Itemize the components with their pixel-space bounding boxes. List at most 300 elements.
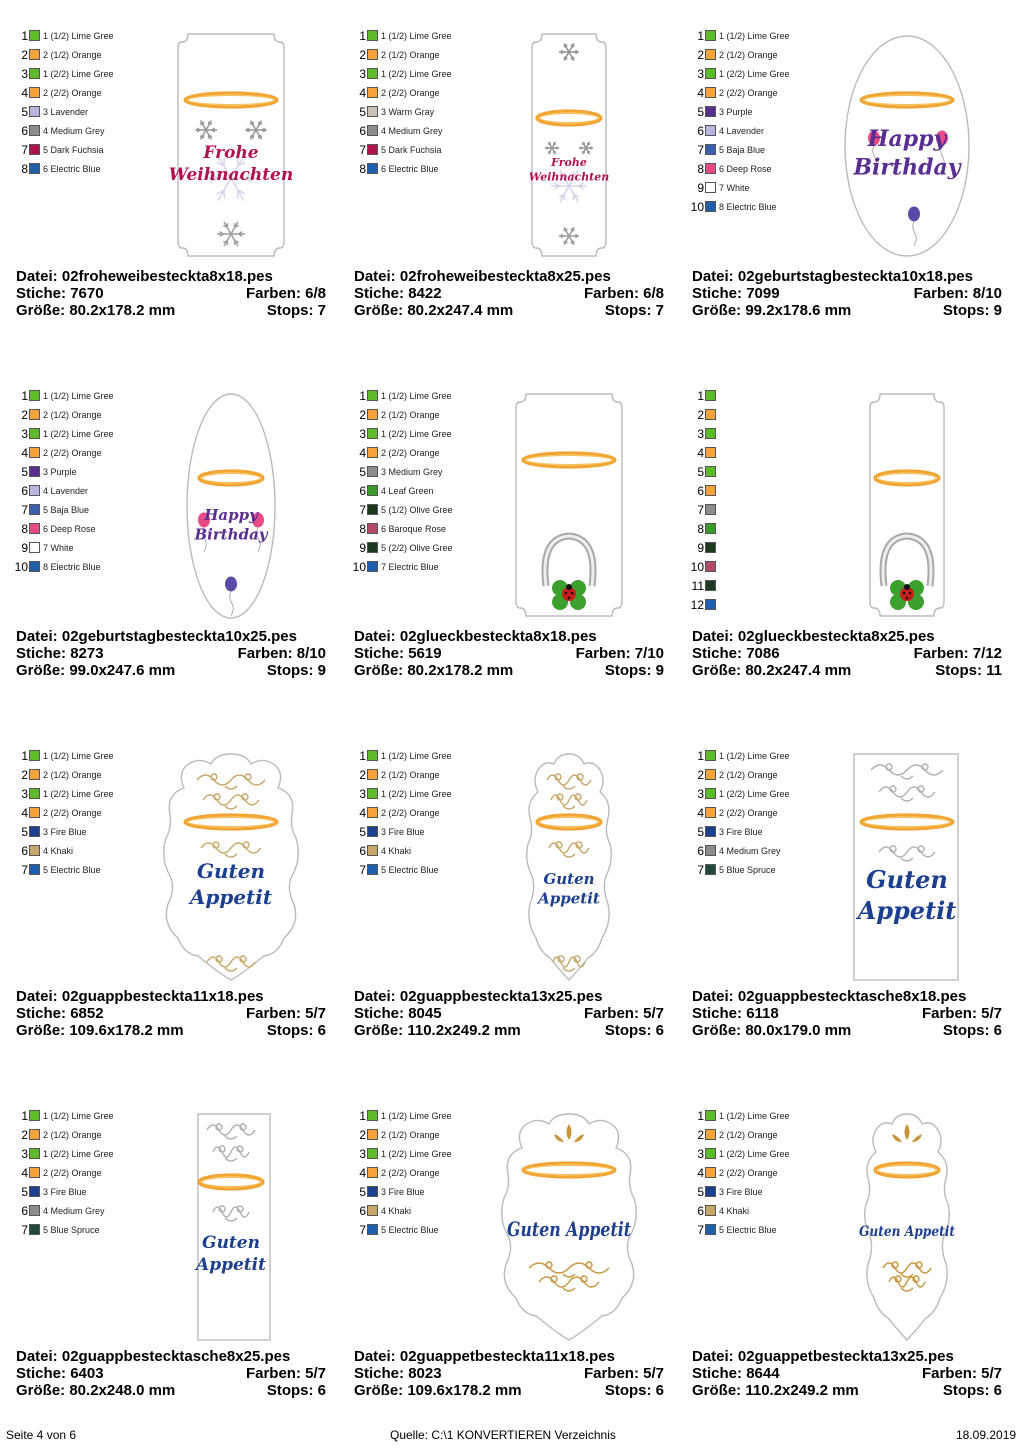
color-name: 5 Electric Blue bbox=[719, 1224, 777, 1235]
color-row bbox=[690, 822, 820, 841]
color-number: 1 bbox=[359, 388, 366, 403]
file-row bbox=[354, 628, 664, 645]
print-date: 18.09.2019 bbox=[956, 1428, 1017, 1442]
stops-label: Stops: bbox=[266, 1022, 314, 1039]
color-swatch bbox=[29, 1148, 40, 1159]
color-swatch bbox=[705, 49, 716, 60]
color-swatch bbox=[367, 1186, 378, 1197]
design-text-line: Appetit bbox=[538, 889, 600, 908]
color-number: 2 bbox=[697, 767, 704, 782]
color-row bbox=[690, 500, 820, 519]
color-number: 10 bbox=[14, 559, 28, 574]
color-swatch bbox=[29, 1224, 40, 1235]
color-row bbox=[352, 481, 482, 500]
colors-label: Farben: bbox=[921, 1005, 977, 1022]
color-row bbox=[352, 538, 482, 557]
stops-label: Stops: bbox=[935, 662, 982, 679]
color-row bbox=[14, 841, 144, 860]
color-number: 6 bbox=[359, 483, 366, 498]
file-name: 02froheweibesteckta8x18.pes bbox=[61, 268, 273, 285]
color-name: 5 Electric Blue bbox=[381, 864, 439, 875]
file-name: 02guappbestecktasche8x25.pes bbox=[61, 1348, 291, 1365]
color-swatch bbox=[705, 1224, 716, 1235]
color-swatch bbox=[367, 1167, 378, 1178]
file-label: Datei: bbox=[692, 268, 734, 285]
color-number: 9 bbox=[697, 180, 704, 195]
color-name: 4 Medium Grey bbox=[719, 845, 781, 856]
color-row bbox=[14, 462, 144, 481]
color-row bbox=[690, 1163, 820, 1182]
color-row bbox=[14, 1182, 144, 1201]
color-number: 2 bbox=[21, 767, 28, 782]
color-number: 1 bbox=[697, 748, 704, 763]
color-swatch bbox=[705, 769, 716, 780]
color-name: 1 (1/2) Lime Gree bbox=[381, 30, 452, 41]
color-row bbox=[352, 1182, 482, 1201]
design-preview bbox=[484, 1108, 654, 1342]
color-name: 1 (1/2) Lime Gree bbox=[381, 750, 452, 761]
file-name: 02guappbestecktasche8x18.pes bbox=[737, 988, 967, 1005]
color-swatch bbox=[29, 447, 40, 458]
color-name: 5 Baja Blue bbox=[43, 504, 90, 515]
stops-label: Stops: bbox=[942, 1022, 990, 1039]
color-row bbox=[690, 26, 820, 45]
color-swatch bbox=[705, 390, 716, 401]
design-outline bbox=[516, 394, 622, 616]
color-swatch bbox=[29, 864, 40, 875]
color-number: 3 bbox=[359, 1146, 366, 1161]
color-row bbox=[690, 784, 820, 803]
color-name: 2 (1/2) Orange bbox=[43, 409, 102, 420]
color-name: 3 Purple bbox=[43, 466, 77, 477]
color-swatch bbox=[705, 447, 716, 458]
color-number: 7 bbox=[697, 862, 704, 877]
color-name: 1 (1/2) Lime Gree bbox=[719, 750, 790, 761]
color-number: 5 bbox=[359, 104, 366, 119]
design-text-line: Happy bbox=[204, 506, 258, 524]
stitches-value: 6403 bbox=[70, 1365, 104, 1382]
colors-value: 5/7 bbox=[643, 1365, 664, 1382]
color-name: 1 (2/2) Lime Gree bbox=[719, 68, 790, 79]
size-row bbox=[354, 1382, 664, 1399]
file-label: Datei: bbox=[692, 988, 734, 1005]
color-number: 3 bbox=[359, 426, 366, 441]
color-list bbox=[352, 746, 482, 879]
stitches-label: Stiche: bbox=[16, 1365, 67, 1382]
color-number: 3 bbox=[359, 66, 366, 81]
color-row bbox=[14, 803, 144, 822]
color-name: 8 Electric Blue bbox=[43, 561, 101, 572]
stitches-value: 7099 bbox=[746, 285, 780, 302]
color-name: 7 Electric Blue bbox=[381, 561, 439, 572]
color-swatch bbox=[367, 106, 378, 117]
color-swatch bbox=[367, 504, 378, 515]
color-swatch bbox=[367, 30, 378, 41]
colors-value: 5/7 bbox=[643, 1005, 664, 1022]
color-number: 5 bbox=[697, 104, 704, 119]
color-number: 1 bbox=[21, 1108, 28, 1123]
size-label: Größe: bbox=[16, 302, 66, 319]
color-swatch bbox=[367, 68, 378, 79]
color-number: 7 bbox=[359, 862, 366, 877]
stops-label: Stops: bbox=[604, 302, 652, 319]
file-row bbox=[692, 628, 1002, 645]
color-name: 5 Blue Spruce bbox=[719, 864, 776, 875]
color-row bbox=[690, 102, 820, 121]
color-swatch bbox=[29, 49, 40, 60]
color-swatch bbox=[367, 49, 378, 60]
color-number: 6 bbox=[21, 483, 28, 498]
colors-value: 5/7 bbox=[981, 1005, 1002, 1022]
stitches-label: Stiche: bbox=[692, 285, 743, 302]
color-name: 2 (1/2) Orange bbox=[43, 769, 102, 780]
color-swatch bbox=[705, 466, 716, 477]
stitches-value: 7670 bbox=[70, 285, 104, 302]
size-value: 80.0x179.0 mm bbox=[745, 1022, 852, 1039]
color-row bbox=[690, 765, 820, 784]
color-row bbox=[352, 102, 482, 121]
design-text-line: Guten Appetit bbox=[859, 1224, 956, 1240]
color-number: 2 bbox=[359, 767, 366, 782]
size-label: Größe: bbox=[692, 302, 742, 319]
file-row bbox=[692, 268, 1002, 285]
color-row bbox=[14, 1220, 144, 1239]
file-label: Datei: bbox=[354, 1348, 396, 1365]
color-swatch bbox=[367, 845, 378, 856]
design-info bbox=[16, 628, 326, 679]
design-preview bbox=[822, 388, 992, 622]
size-label: Größe: bbox=[16, 1382, 66, 1399]
color-swatch bbox=[705, 182, 716, 193]
color-row bbox=[690, 1182, 820, 1201]
color-number: 3 bbox=[359, 786, 366, 801]
color-swatch bbox=[29, 1129, 40, 1140]
color-row bbox=[14, 557, 144, 576]
size-value: 109.6x178.2 mm bbox=[407, 1382, 522, 1399]
color-number: 3 bbox=[21, 1146, 28, 1161]
stops-label: Stops: bbox=[942, 1382, 990, 1399]
color-swatch bbox=[29, 466, 40, 477]
file-label: Datei: bbox=[16, 628, 58, 645]
color-number: 1 bbox=[359, 1108, 366, 1123]
color-name: 5 Dark Fuchsia bbox=[43, 144, 104, 155]
design-info bbox=[354, 988, 664, 1039]
color-name: 1 (2/2) Lime Gree bbox=[719, 1148, 790, 1159]
color-row bbox=[690, 481, 820, 500]
size-row bbox=[692, 302, 1002, 319]
size-value: 99.0x247.6 mm bbox=[69, 662, 176, 679]
color-list bbox=[690, 386, 820, 614]
color-name: 2 (1/2) Orange bbox=[381, 409, 440, 420]
color-row bbox=[352, 1125, 482, 1144]
color-row bbox=[690, 557, 820, 576]
color-swatch bbox=[367, 390, 378, 401]
color-number: 8 bbox=[697, 161, 704, 176]
color-name: 6 Electric Blue bbox=[43, 163, 101, 174]
stitches-row bbox=[692, 1005, 1002, 1022]
color-row bbox=[352, 557, 482, 576]
design-text-line: Guten bbox=[202, 1233, 260, 1253]
design-info bbox=[16, 988, 326, 1039]
color-number: 5 bbox=[697, 824, 704, 839]
color-number: 7 bbox=[21, 502, 28, 517]
color-name: 3 Fire Blue bbox=[43, 826, 87, 837]
color-row bbox=[690, 462, 820, 481]
color-name: 2 (1/2) Orange bbox=[381, 49, 440, 60]
color-number: 1 bbox=[21, 28, 28, 43]
stitches-value: 7086 bbox=[746, 645, 780, 662]
color-swatch bbox=[367, 807, 378, 818]
size-value: 110.2x249.2 mm bbox=[745, 1382, 859, 1399]
color-number: 3 bbox=[21, 66, 28, 81]
color-name: 2 (2/2) Orange bbox=[43, 87, 102, 98]
color-swatch bbox=[705, 106, 716, 117]
color-row bbox=[352, 519, 482, 538]
color-swatch bbox=[705, 788, 716, 799]
color-swatch bbox=[705, 523, 716, 534]
stops-value: 9 bbox=[655, 662, 664, 679]
color-swatch bbox=[29, 845, 40, 856]
color-number: 7 bbox=[697, 1222, 704, 1237]
color-name: 1 (1/2) Lime Gree bbox=[719, 1110, 790, 1121]
colors-label: Farben: bbox=[921, 1365, 977, 1382]
stitches-label: Stiche: bbox=[16, 645, 67, 662]
color-name: 2 (1/2) Orange bbox=[43, 49, 102, 60]
color-row bbox=[352, 64, 482, 83]
size-row bbox=[16, 1382, 326, 1399]
colors-label: Farben: bbox=[913, 645, 969, 662]
color-name: 7 White bbox=[43, 542, 74, 553]
color-name: 1 (2/2) Lime Gree bbox=[43, 788, 114, 799]
colors-label: Farben: bbox=[583, 1365, 639, 1382]
color-row bbox=[690, 178, 820, 197]
color-row bbox=[352, 386, 482, 405]
color-number: 2 bbox=[359, 1127, 366, 1142]
color-list bbox=[14, 1106, 144, 1239]
color-swatch bbox=[29, 1205, 40, 1216]
color-row bbox=[690, 803, 820, 822]
color-name: 2 (2/2) Orange bbox=[381, 87, 440, 98]
colors-value: 5/7 bbox=[981, 1365, 1002, 1382]
color-row bbox=[690, 1220, 820, 1239]
stitches-label: Stiche: bbox=[354, 645, 405, 662]
color-swatch bbox=[367, 447, 378, 458]
stitches-value: 5619 bbox=[408, 645, 442, 662]
color-number: 4 bbox=[21, 85, 28, 100]
color-swatch bbox=[367, 428, 378, 439]
color-swatch bbox=[29, 87, 40, 98]
color-name: 2 (2/2) Orange bbox=[43, 1167, 102, 1178]
color-row bbox=[352, 405, 482, 424]
color-swatch bbox=[705, 845, 716, 856]
color-number: 6 bbox=[21, 123, 28, 138]
color-name: 1 (1/2) Lime Gree bbox=[381, 390, 452, 401]
color-number: 10 bbox=[690, 559, 704, 574]
size-row bbox=[16, 302, 326, 319]
color-swatch bbox=[367, 1148, 378, 1159]
design-text-line: Happy bbox=[867, 126, 947, 152]
color-name: 1 (1/2) Lime Gree bbox=[43, 750, 114, 761]
color-number: 8 bbox=[359, 161, 366, 176]
color-name: 1 (2/2) Lime Gree bbox=[381, 428, 452, 439]
color-name: 1 (1/2) Lime Gree bbox=[43, 1110, 114, 1121]
size-row bbox=[16, 1022, 326, 1039]
color-number: 3 bbox=[697, 786, 704, 801]
size-value: 80.2x247.4 mm bbox=[407, 302, 514, 319]
file-label: Datei: bbox=[354, 268, 396, 285]
color-swatch bbox=[705, 1167, 716, 1178]
color-row bbox=[14, 121, 144, 140]
color-number: 5 bbox=[21, 464, 28, 479]
color-number: 4 bbox=[697, 85, 704, 100]
color-number: 2 bbox=[697, 47, 704, 62]
color-name: 2 (1/2) Orange bbox=[719, 49, 778, 60]
color-name: 3 Purple bbox=[719, 106, 753, 117]
color-swatch bbox=[367, 144, 378, 155]
color-name: 5 (1/2) Olive Gree bbox=[381, 504, 453, 515]
color-number: 2 bbox=[21, 1127, 28, 1142]
size-value: 80.2x247.4 mm bbox=[745, 662, 852, 679]
color-swatch bbox=[29, 807, 40, 818]
color-number: 4 bbox=[697, 1165, 704, 1180]
stitches-row bbox=[16, 645, 326, 662]
color-row bbox=[14, 1144, 144, 1163]
color-row bbox=[14, 1106, 144, 1125]
color-row bbox=[352, 140, 482, 159]
color-row bbox=[14, 102, 144, 121]
color-swatch bbox=[29, 106, 40, 117]
color-swatch bbox=[705, 504, 716, 515]
color-row bbox=[352, 765, 482, 784]
file-row bbox=[16, 268, 326, 285]
color-swatch bbox=[29, 428, 40, 439]
color-swatch bbox=[367, 542, 378, 553]
color-swatch bbox=[367, 1224, 378, 1235]
color-swatch bbox=[705, 144, 716, 155]
color-swatch bbox=[705, 542, 716, 553]
color-name: 1 (1/2) Lime Gree bbox=[43, 30, 114, 41]
color-swatch bbox=[367, 163, 378, 174]
color-number: 7 bbox=[359, 1222, 366, 1237]
color-row bbox=[352, 1106, 482, 1125]
file-name: 02guappbesteckta13x25.pes bbox=[399, 988, 603, 1005]
color-row bbox=[352, 83, 482, 102]
color-swatch bbox=[705, 201, 716, 212]
color-swatch bbox=[29, 1167, 40, 1178]
size-row bbox=[692, 662, 1002, 679]
color-name: 5 (2/2) Olive Gree bbox=[381, 542, 453, 553]
color-row bbox=[352, 121, 482, 140]
color-number: 1 bbox=[21, 388, 28, 403]
color-number: 7 bbox=[697, 502, 704, 517]
size-label: Größe: bbox=[354, 662, 404, 679]
color-swatch bbox=[367, 485, 378, 496]
color-row bbox=[690, 841, 820, 860]
color-name: 2 (2/2) Orange bbox=[43, 807, 102, 818]
color-row bbox=[690, 405, 820, 424]
color-list bbox=[352, 386, 482, 576]
color-row bbox=[690, 140, 820, 159]
stitches-label: Stiche: bbox=[692, 1005, 743, 1022]
color-name: 5 Blue Spruce bbox=[43, 1224, 100, 1235]
color-name: 2 (2/2) Orange bbox=[381, 447, 440, 458]
color-swatch bbox=[705, 87, 716, 98]
color-row bbox=[352, 424, 482, 443]
color-row bbox=[14, 386, 144, 405]
color-row bbox=[352, 1201, 482, 1220]
design-text-line: Birthday bbox=[853, 154, 961, 181]
color-row bbox=[14, 140, 144, 159]
colors-value: 6/8 bbox=[643, 285, 664, 302]
color-swatch bbox=[29, 826, 40, 837]
color-number: 6 bbox=[359, 843, 366, 858]
design-preview bbox=[484, 748, 654, 982]
design-info bbox=[692, 988, 1002, 1039]
color-swatch bbox=[705, 1148, 716, 1159]
color-row bbox=[352, 822, 482, 841]
colors-value: 5/7 bbox=[305, 1365, 326, 1382]
color-number: 1 bbox=[697, 28, 704, 43]
stitches-row bbox=[354, 645, 664, 662]
color-name: 1 (2/2) Lime Gree bbox=[381, 1148, 452, 1159]
color-number: 6 bbox=[21, 843, 28, 858]
color-name: 4 Lavender bbox=[43, 485, 89, 496]
stops-value: 6 bbox=[993, 1382, 1002, 1399]
design-preview bbox=[146, 748, 316, 982]
color-name: 6 Baroque Rose bbox=[381, 523, 447, 534]
color-row bbox=[690, 1144, 820, 1163]
color-row bbox=[690, 64, 820, 83]
color-row bbox=[352, 784, 482, 803]
color-swatch bbox=[29, 390, 40, 401]
stitches-label: Stiche: bbox=[354, 1005, 405, 1022]
color-name: 4 Medium Grey bbox=[381, 125, 443, 136]
color-number: 7 bbox=[21, 862, 28, 877]
color-swatch bbox=[367, 750, 378, 761]
color-number: 8 bbox=[359, 521, 366, 536]
color-swatch bbox=[367, 826, 378, 837]
color-name: 3 Fire Blue bbox=[43, 1186, 87, 1197]
color-row bbox=[352, 26, 482, 45]
stops-value: 7 bbox=[655, 302, 664, 319]
color-row bbox=[690, 121, 820, 140]
color-number: 10 bbox=[690, 199, 704, 214]
stitches-value: 6852 bbox=[70, 1005, 104, 1022]
color-row bbox=[352, 443, 482, 462]
color-swatch bbox=[29, 561, 40, 572]
color-number: 4 bbox=[697, 805, 704, 820]
color-number: 9 bbox=[359, 540, 366, 555]
design-info bbox=[692, 628, 1002, 679]
color-swatch bbox=[29, 409, 40, 420]
color-name: 6 Electric Blue bbox=[381, 163, 439, 174]
design-card bbox=[14, 1080, 334, 1410]
design-card bbox=[352, 0, 672, 330]
stitches-row bbox=[692, 285, 1002, 302]
color-number: 4 bbox=[359, 85, 366, 100]
design-preview bbox=[822, 1108, 992, 1342]
color-number: 5 bbox=[697, 1184, 704, 1199]
size-row bbox=[16, 662, 326, 679]
size-label: Größe: bbox=[692, 1022, 742, 1039]
stops-label: Stops: bbox=[266, 302, 314, 319]
color-swatch bbox=[705, 1110, 716, 1121]
stops-value: 6 bbox=[993, 1022, 1002, 1039]
file-label: Datei: bbox=[692, 628, 734, 645]
size-value: 80.2x248.0 mm bbox=[69, 1382, 176, 1399]
file-row bbox=[16, 628, 326, 645]
size-label: Größe: bbox=[354, 302, 404, 319]
